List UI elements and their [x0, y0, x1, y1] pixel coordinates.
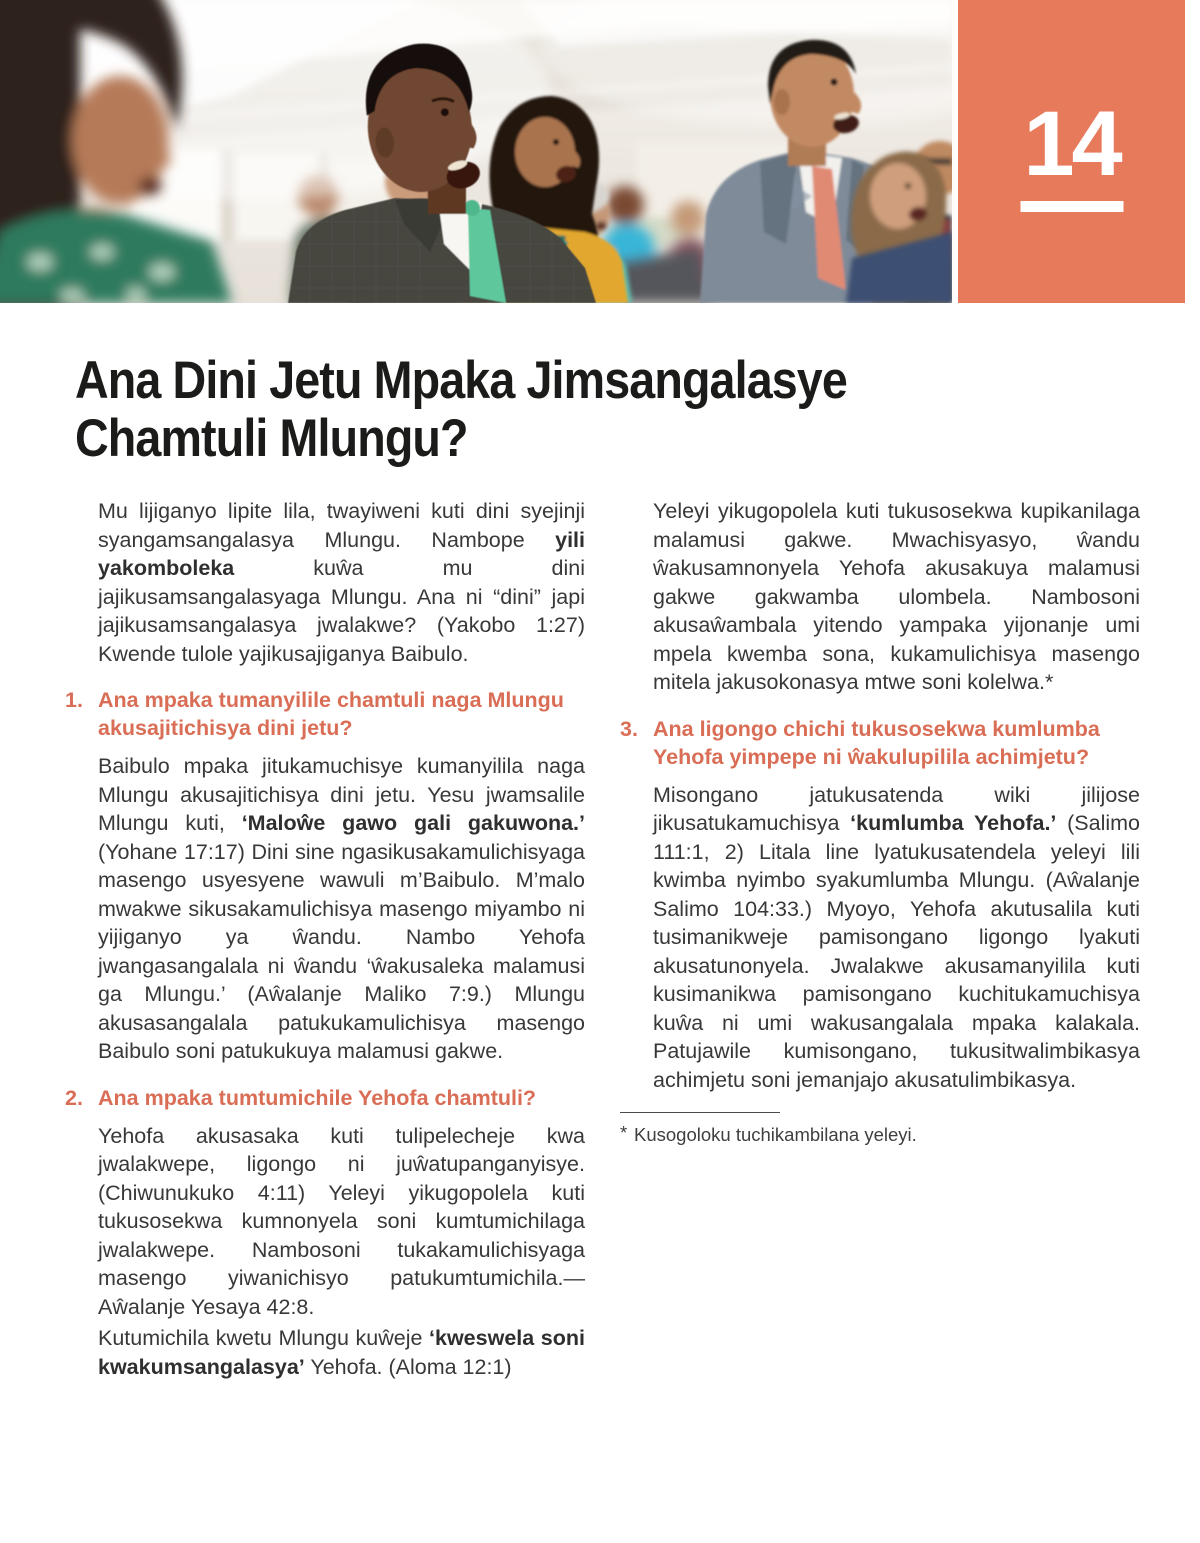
congregation-photo [0, 0, 952, 303]
column-left [65, 497, 585, 1381]
intro-paragraph: Mu lijiganyo lipite lila, twayiweni kuti dini syejinji syangamsangalasya Mlungu. Nambope yili yakomboleka kuŵa mu dini jajikusamsangalasyaga Mlungu. Ana ni “dini” japi jajikusamsangalasya jwalakwe? (Yakobo 1:27) Kwende tulole yajikusajiganya Baibulo. [98, 499, 585, 666]
question-2-paragraph-2: Kutumichila kwetu Mlungu kuŵeje ‘kweswela soni kwakumsangalasya’ Yehofa. (Aloma 12:1) [98, 1326, 585, 1379]
question-3-number: 3. [620, 716, 638, 741]
question-2-number: 2. [65, 1085, 83, 1110]
question-2-text: Ana mpaka tumtumichile Yehofa chamtuli? [98, 1085, 537, 1110]
footnote-marker: * [620, 1122, 628, 1143]
question-3-text: Ana ligongo chichi tukusosekwa kumlumba Yehofa yimpepe ni ŵakulupilila achimjetu? [653, 716, 1100, 769]
article-columns [65, 497, 1140, 1381]
page-title-line-1: Ana Dini Jetu Mpaka Jimsangalasye [75, 351, 847, 410]
page-title [75, 352, 952, 468]
footnote-text: Kusogoloku tuchikambilana yeleyi. [634, 1124, 917, 1145]
footnote-divider [620, 1112, 780, 1113]
congregation-photo-art [0, 0, 952, 303]
page-title-line-2: Chamtuli Mlungu? [75, 409, 468, 468]
chapter-badge [958, 0, 1185, 303]
question-1-paragraph: Baibulo mpaka jitukamuchisye kumanyilila naga Mlungu akusajitichisya dini jetu. Yesu jwamsalile Mlungu kuti, ‘Maloŵe gawo gali gakuwona.’ (Yohane 17:17) Dini sine ngasikusakamulichisyaga masengo usyesyene wawuli m’Baibulo. M’malo mwakwe sikusakamulichisya masengo miyambo ni yijiganyo ya ŵandu. Nambo Yehofa jwangasangalala ni ŵandu ‘ŵakusaleka malamusi ga Mlungu.’ (Aŵalanje Maliko 7:9.) Mlungu akusasangalala patukukamulichisya masengo Baibulo soni patukukuya malamusi gakwe. [98, 754, 585, 1063]
question-1-text: Ana mpaka tumanyilile chamtuli naga Mlungu akusajitichisya dini jetu? [98, 688, 564, 740]
question-2-paragraph-1: Yehofa akusasaka kuti tulipelecheje kwa jwalakwepe, ligongo ni juŵatupanganyisye. (Chiwunukuko 4:11) Yeleyi yikugopolela kuti tukusosekwa kumnonyela soni kumtumichilaga jwalakwepe. Nambosoni tukakamulichisyaga masengo yiwanichisyo patukumtumichila.—Aŵalanje Yesaya 42:8. [98, 1123, 585, 1319]
chapter-underline [1020, 201, 1123, 212]
question-3-paragraph: Misongano jatukusatenda wiki jilijose jikusatukamuchisya ‘kumlumba Yehofa.’ (Salimo 111:1, 2) Litala line lyatukusatendela yeleyi lili kwimba nyimbo syakumlumba Mlungu. (Aŵalanje Salimo 104:33.) Myoyo, Yehofa akutusalila kuti tusimanikweje pamisongano ligongo lyakuti akusatunonyela. Jwalakwe akusamanyilila kuti kusimanikwa pamisongano kuchitukamuchisya kuŵa ni umi wakusangalala mpaka kalakala. Patujawile kumisongano, tukusitwalimbikasya achimjetu soni jemanjajo akusatulimbikasya. [653, 782, 1140, 1092]
continuation-paragraph: Yeleyi yikugopolela kuti tukusosekwa kupikanilaga malamusi gakwe. Mwachisyasyo, ŵandu ŵakusamnonyela Yehofa akusakuya malamusi gakwe gakwamba ulombela. Nambosoni akusaŵambala yitendo yampaka yijonanje umi mpela kwemba sona, kukamulichisya masengo mitela jakusokonasya mtwe soni kolelwa.* [653, 499, 1140, 694]
question-1-number: 1. [65, 688, 83, 712]
footnote [620, 1123, 1140, 1147]
header [0, 0, 1200, 303]
question-3-heading [620, 715, 1140, 771]
question-2-heading [65, 1084, 585, 1112]
column-right [620, 497, 1140, 1381]
question-1-heading [65, 686, 585, 742]
chapter-number: 14 [1023, 93, 1120, 195]
